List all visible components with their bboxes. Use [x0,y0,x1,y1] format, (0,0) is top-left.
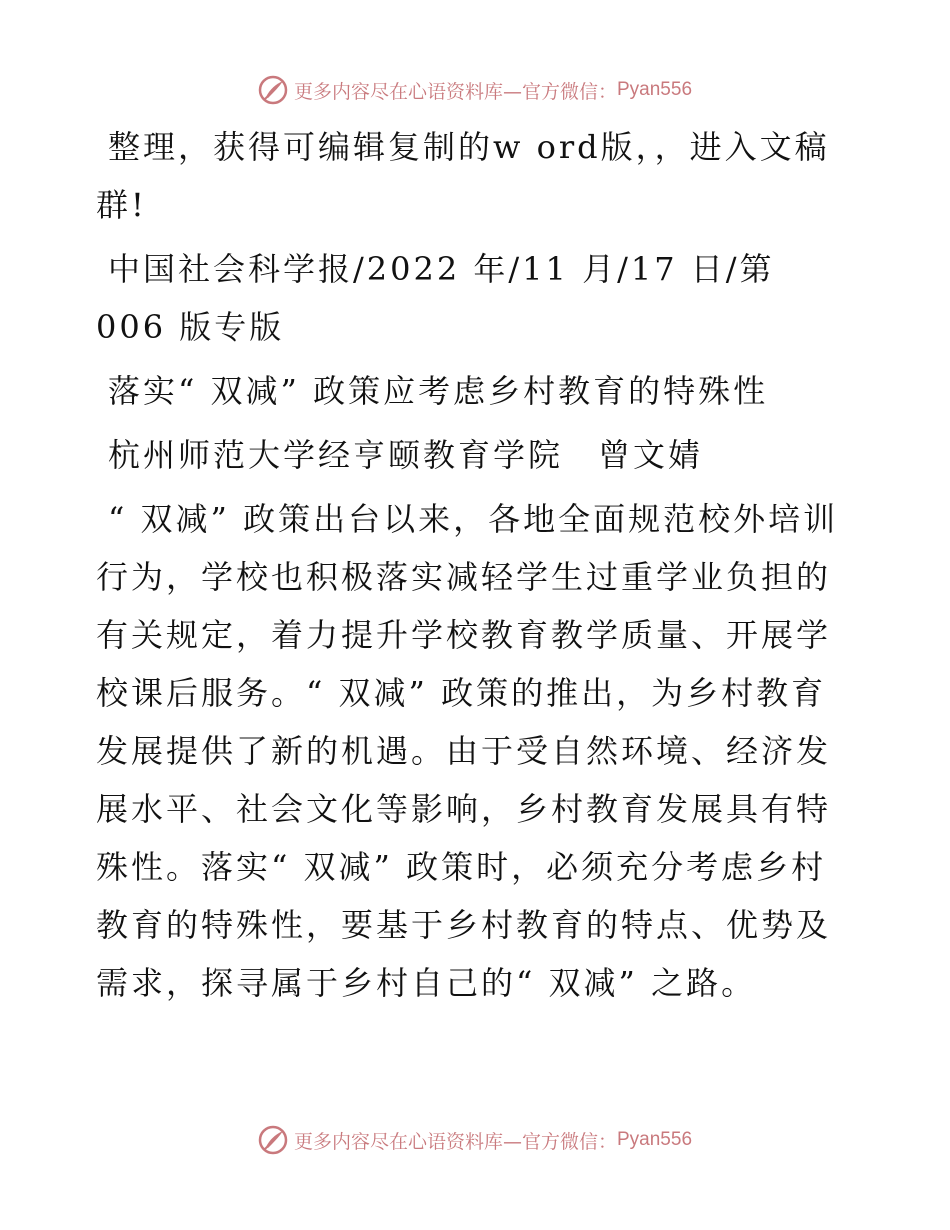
document-body [96,118,856,1012]
article-title: 落实“ 双减” 政策应考虑乡村教育的特殊性 [108,372,769,410]
watermark-text: 更多内容尽在心语资料库—官方微信： [293,1130,617,1153]
author-line: 杭州师范大学经亨颐教育学院 曾文婧 [108,436,704,474]
quill-logo-icon [258,1125,288,1155]
source-line: 中国社会科学报/2022 年/11 月/17 日/第 006 版专版 [96,250,775,346]
watermark-handle: Pyan556 [617,1129,693,1150]
quill-logo-icon [258,75,288,105]
header-watermark [0,70,950,110]
footer-watermark [0,1120,950,1160]
watermark-text: 更多内容尽在心语资料库—官方微信： [293,80,617,103]
intro-line: 整理，获得可编辑复制的w ord版，，进入文稿群! [96,128,830,224]
body-paragraph: “ 双减” 政策出台以来，各地全面规范校外培训行为，学校也积极落实减轻学生过重学业负担的有关规定，着力提升学校教育教学质量、开展学校课后服务。“ 双减” 政策的推出，为乡村教育发展提供了新的机遇。由于受自然环境、经济发展水平、社会文化等影响，乡村教育发展具有特殊性。落实“ 双减” 政策时，必须充分考虑乡村教育的特殊性，要基于乡村教育的特点、优势及需求，探寻属于乡村自己的“ 双减” 之路。 [96,500,839,1002]
watermark-handle: Pyan556 [617,79,693,100]
